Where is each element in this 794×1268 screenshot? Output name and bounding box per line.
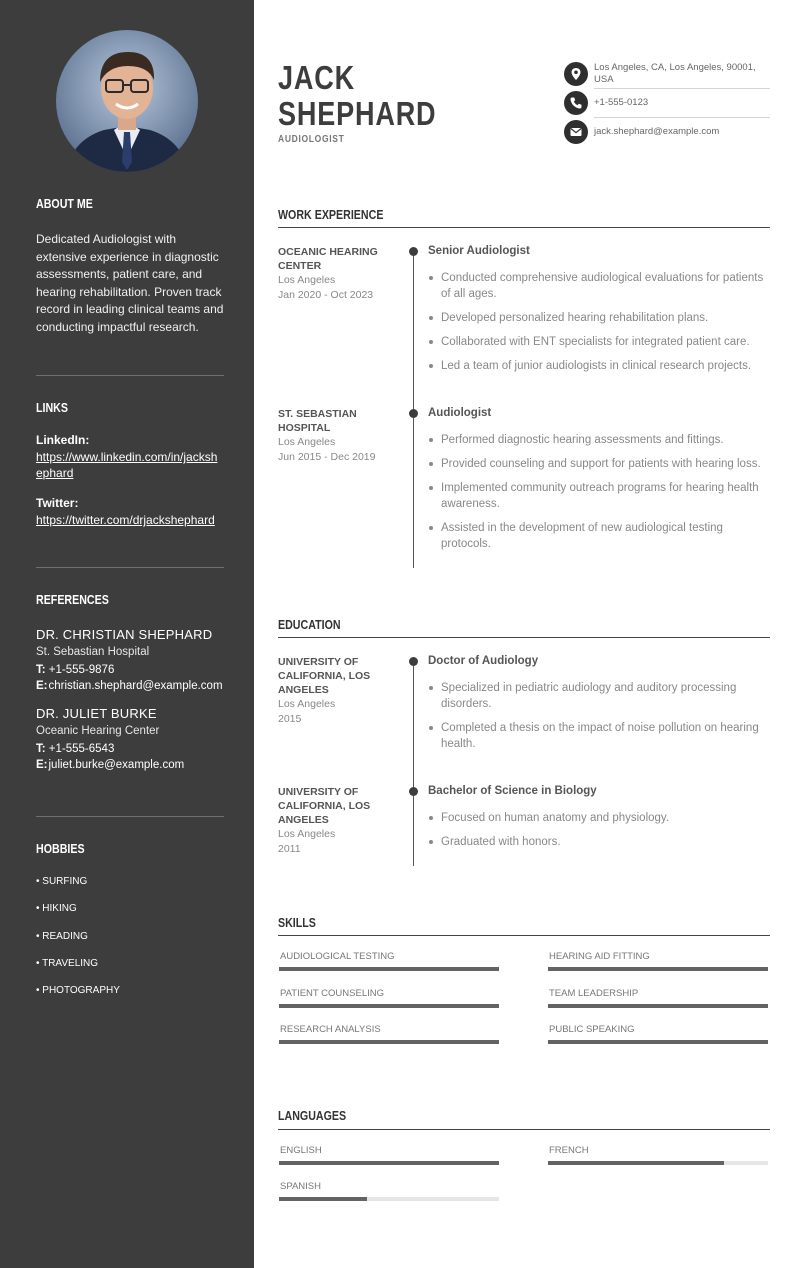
- reference-email: E: christian.shephard@example.com: [36, 680, 223, 692]
- skill-label: AUDIOLOGICAL TESTING: [280, 951, 395, 962]
- timeline-dot: [409, 409, 418, 418]
- skill-bar: [279, 1040, 499, 1044]
- language-item: [279, 1181, 499, 1201]
- last-name: SHEPHARD: [278, 95, 437, 132]
- skill-item: [279, 951, 499, 971]
- sidebar: [0, 0, 254, 1268]
- timeline-dot: [409, 787, 418, 796]
- education-entry-info: [278, 785, 394, 857]
- hobbies-section: [36, 841, 224, 1011]
- reference-phone: T: +1-555-6543: [36, 743, 115, 755]
- bullet-item: Developed personalized hearing rehabilitation plans.: [428, 310, 768, 326]
- skill-bar: [548, 1004, 768, 1008]
- languages-heading: LANGUAGES: [278, 1108, 347, 1123]
- language-label: SPANISH: [280, 1181, 322, 1192]
- bullet-item: Completed a thesis on the impact of noise pollution on hearing health.: [428, 720, 768, 752]
- section-divider: [278, 637, 770, 638]
- location: Los Angeles: [278, 274, 336, 286]
- skill-bar-fill: [548, 1040, 768, 1044]
- skill-item: [548, 951, 768, 971]
- dates: Jan 2020 - Oct 2023: [278, 289, 374, 301]
- phone-icon: [564, 91, 588, 115]
- work-entry-info: [278, 245, 394, 303]
- candidate-name: [278, 60, 436, 132]
- skill-item: [548, 988, 768, 1008]
- dates: Jun 2015 - Dec 2019: [278, 451, 376, 463]
- work-heading: WORK EXPERIENCE: [278, 207, 384, 222]
- hobby-item: • PHOTOGRAPHY: [36, 985, 120, 996]
- about-section: [36, 196, 224, 336]
- about-heading: ABOUT ME: [36, 196, 93, 211]
- links-section: [36, 400, 224, 528]
- bullet-item: Collaborated with ENT specialists for integrated patient care.: [428, 334, 768, 350]
- link-label-twitter: Twitter:: [36, 496, 79, 510]
- bullet-item: Performed diagnostic hearing assessments and fittings.: [428, 432, 768, 448]
- timeline-line: [413, 662, 414, 866]
- bullet-list: [428, 270, 768, 382]
- address-text: Los Angeles, CA, Los Angeles, 90001, USA: [594, 62, 756, 85]
- bullet-item: Graduated with honors.: [428, 834, 768, 850]
- location-pin-icon: [564, 62, 588, 86]
- language-bar: [279, 1197, 499, 1201]
- role-title: Senior Audiologist: [428, 245, 530, 257]
- bullet-item: Specialized in pediatric audiology and auditory processing disorders.: [428, 680, 768, 712]
- bullet-item: Assisted in the development of new audiological testing protocols.: [428, 520, 768, 552]
- bullet-item: Focused on human anatomy and physiology.: [428, 810, 768, 826]
- dates: 2011: [278, 843, 301, 855]
- timeline-dot: [409, 247, 418, 256]
- skill-bar-fill: [548, 967, 768, 971]
- skill-bar: [548, 1040, 768, 1044]
- skill-bar: [279, 1004, 499, 1008]
- sidebar-divider: [36, 567, 224, 568]
- language-bar: [279, 1161, 499, 1165]
- phone-text[interactable]: +1-555-0123: [594, 97, 649, 108]
- skill-bar: [279, 967, 499, 971]
- links-heading: LINKS: [36, 400, 68, 415]
- link-item: [36, 433, 224, 481]
- contact-block: [564, 62, 770, 149]
- contact-address: [564, 62, 770, 91]
- school: UNIVERSITY OF CALIFORNIA, LOS ANGELES: [278, 656, 371, 696]
- link-linkedin[interactable]: https://www.linkedin.com/in/jackshephard: [36, 450, 218, 480]
- language-bar-fill: [279, 1161, 499, 1165]
- language-item: [279, 1145, 499, 1165]
- reference-item: [36, 706, 224, 773]
- reference-org: Oceanic Hearing Center: [36, 725, 160, 737]
- reference-item: [36, 627, 224, 694]
- skill-bar-fill: [279, 967, 499, 971]
- hobby-item: • READING: [36, 931, 88, 942]
- skill-bar-fill: [548, 1004, 768, 1008]
- sidebar-divider: [36, 816, 224, 817]
- education-entry-info: [278, 655, 394, 727]
- contact-phone: [564, 91, 770, 120]
- language-bar-fill: [548, 1161, 724, 1165]
- skill-item: [279, 988, 499, 1008]
- contact-email: [564, 120, 770, 149]
- employer: ST. SEBASTIAN HOSPITAL: [278, 408, 357, 434]
- language-label: FRENCH: [549, 1145, 589, 1156]
- bullet-list: [428, 810, 768, 858]
- section-divider: [278, 227, 770, 228]
- work-entry-info: [278, 407, 394, 465]
- hobbies-heading: HOBBIES: [36, 841, 85, 856]
- dates: 2015: [278, 713, 302, 725]
- contact-divider: [594, 88, 770, 89]
- hobby-item: • SURFING: [36, 876, 88, 887]
- employer: OCEANIC HEARING CENTER: [278, 246, 378, 272]
- first-name: JACK: [278, 59, 355, 96]
- link-twitter[interactable]: https://twitter.com/drjackshephard: [36, 513, 215, 527]
- language-bar: [548, 1161, 768, 1165]
- skills-heading: SKILLS: [278, 915, 316, 930]
- skill-label: TEAM LEADERSHIP: [549, 988, 639, 999]
- hobby-item: • HIKING: [36, 903, 77, 914]
- degree-title: Doctor of Audiology: [428, 655, 539, 667]
- language-bar-fill: [279, 1197, 367, 1201]
- skill-item: [279, 1024, 499, 1044]
- job-title: AUDIOLOGIST: [278, 134, 345, 145]
- email-icon: [564, 120, 588, 144]
- timeline-dot: [409, 657, 418, 666]
- school: UNIVERSITY OF CALIFORNIA, LOS ANGELES: [278, 786, 371, 826]
- contact-divider: [594, 117, 770, 118]
- bullet-item: Provided counseling and support for patients with hearing loss.: [428, 456, 768, 472]
- skill-label: PATIENT COUNSELING: [280, 988, 384, 999]
- section-divider: [278, 1129, 770, 1130]
- skill-bar-fill: [279, 1040, 499, 1044]
- skill-item: [548, 1024, 768, 1044]
- email-text[interactable]: jack.shephard@example.com: [594, 126, 720, 137]
- bullet-item: Implemented community outreach programs for hearing health awareness.: [428, 480, 768, 512]
- degree-title: Bachelor of Science in Biology: [428, 785, 597, 797]
- skill-bar: [548, 967, 768, 971]
- skill-label: RESEARCH ANALYSIS: [280, 1024, 381, 1035]
- education-heading: EDUCATION: [278, 617, 341, 632]
- bullet-list: [428, 432, 768, 560]
- location: Los Angeles: [278, 828, 336, 840]
- references-heading: REFERENCES: [36, 592, 109, 607]
- language-item: [548, 1145, 768, 1165]
- sidebar-divider: [36, 375, 224, 376]
- role-title: Audiologist: [428, 407, 492, 419]
- section-divider: [278, 935, 770, 936]
- profile-photo: [56, 30, 198, 172]
- location: Los Angeles: [278, 698, 336, 710]
- references-section: [36, 592, 224, 773]
- about-text: Dedicated Audiologist with extensive experience in diagnostic assessments, patient care, and hearing rehabilitation. Proven track record in leading clinical teams and conducting impactful research.: [36, 232, 224, 334]
- skill-label: HEARING AID FITTING: [549, 951, 650, 962]
- bullet-list: [428, 680, 768, 760]
- link-item: [36, 496, 224, 528]
- language-label: ENGLISH: [280, 1145, 322, 1156]
- bullet-item: Conducted comprehensive audiological evaluations for patients of all ages.: [428, 270, 768, 302]
- reference-name: DR. CHRISTIAN SHEPHARD: [36, 627, 213, 642]
- reference-org: St. Sebastian Hospital: [36, 646, 150, 658]
- hobby-item: • TRAVELING: [36, 958, 99, 969]
- reference-name: DR. JULIET BURKE: [36, 706, 157, 721]
- link-label-linkedin: LinkedIn:: [36, 433, 90, 447]
- location: Los Angeles: [278, 436, 336, 448]
- skill-label: PUBLIC SPEAKING: [549, 1024, 635, 1035]
- reference-email: E: juliet.burke@example.com: [36, 759, 185, 771]
- reference-phone: T: +1-555-9876: [36, 664, 115, 676]
- skill-bar-fill: [279, 1004, 499, 1008]
- bullet-item: Led a team of junior audiologists in clinical research projects.: [428, 358, 768, 374]
